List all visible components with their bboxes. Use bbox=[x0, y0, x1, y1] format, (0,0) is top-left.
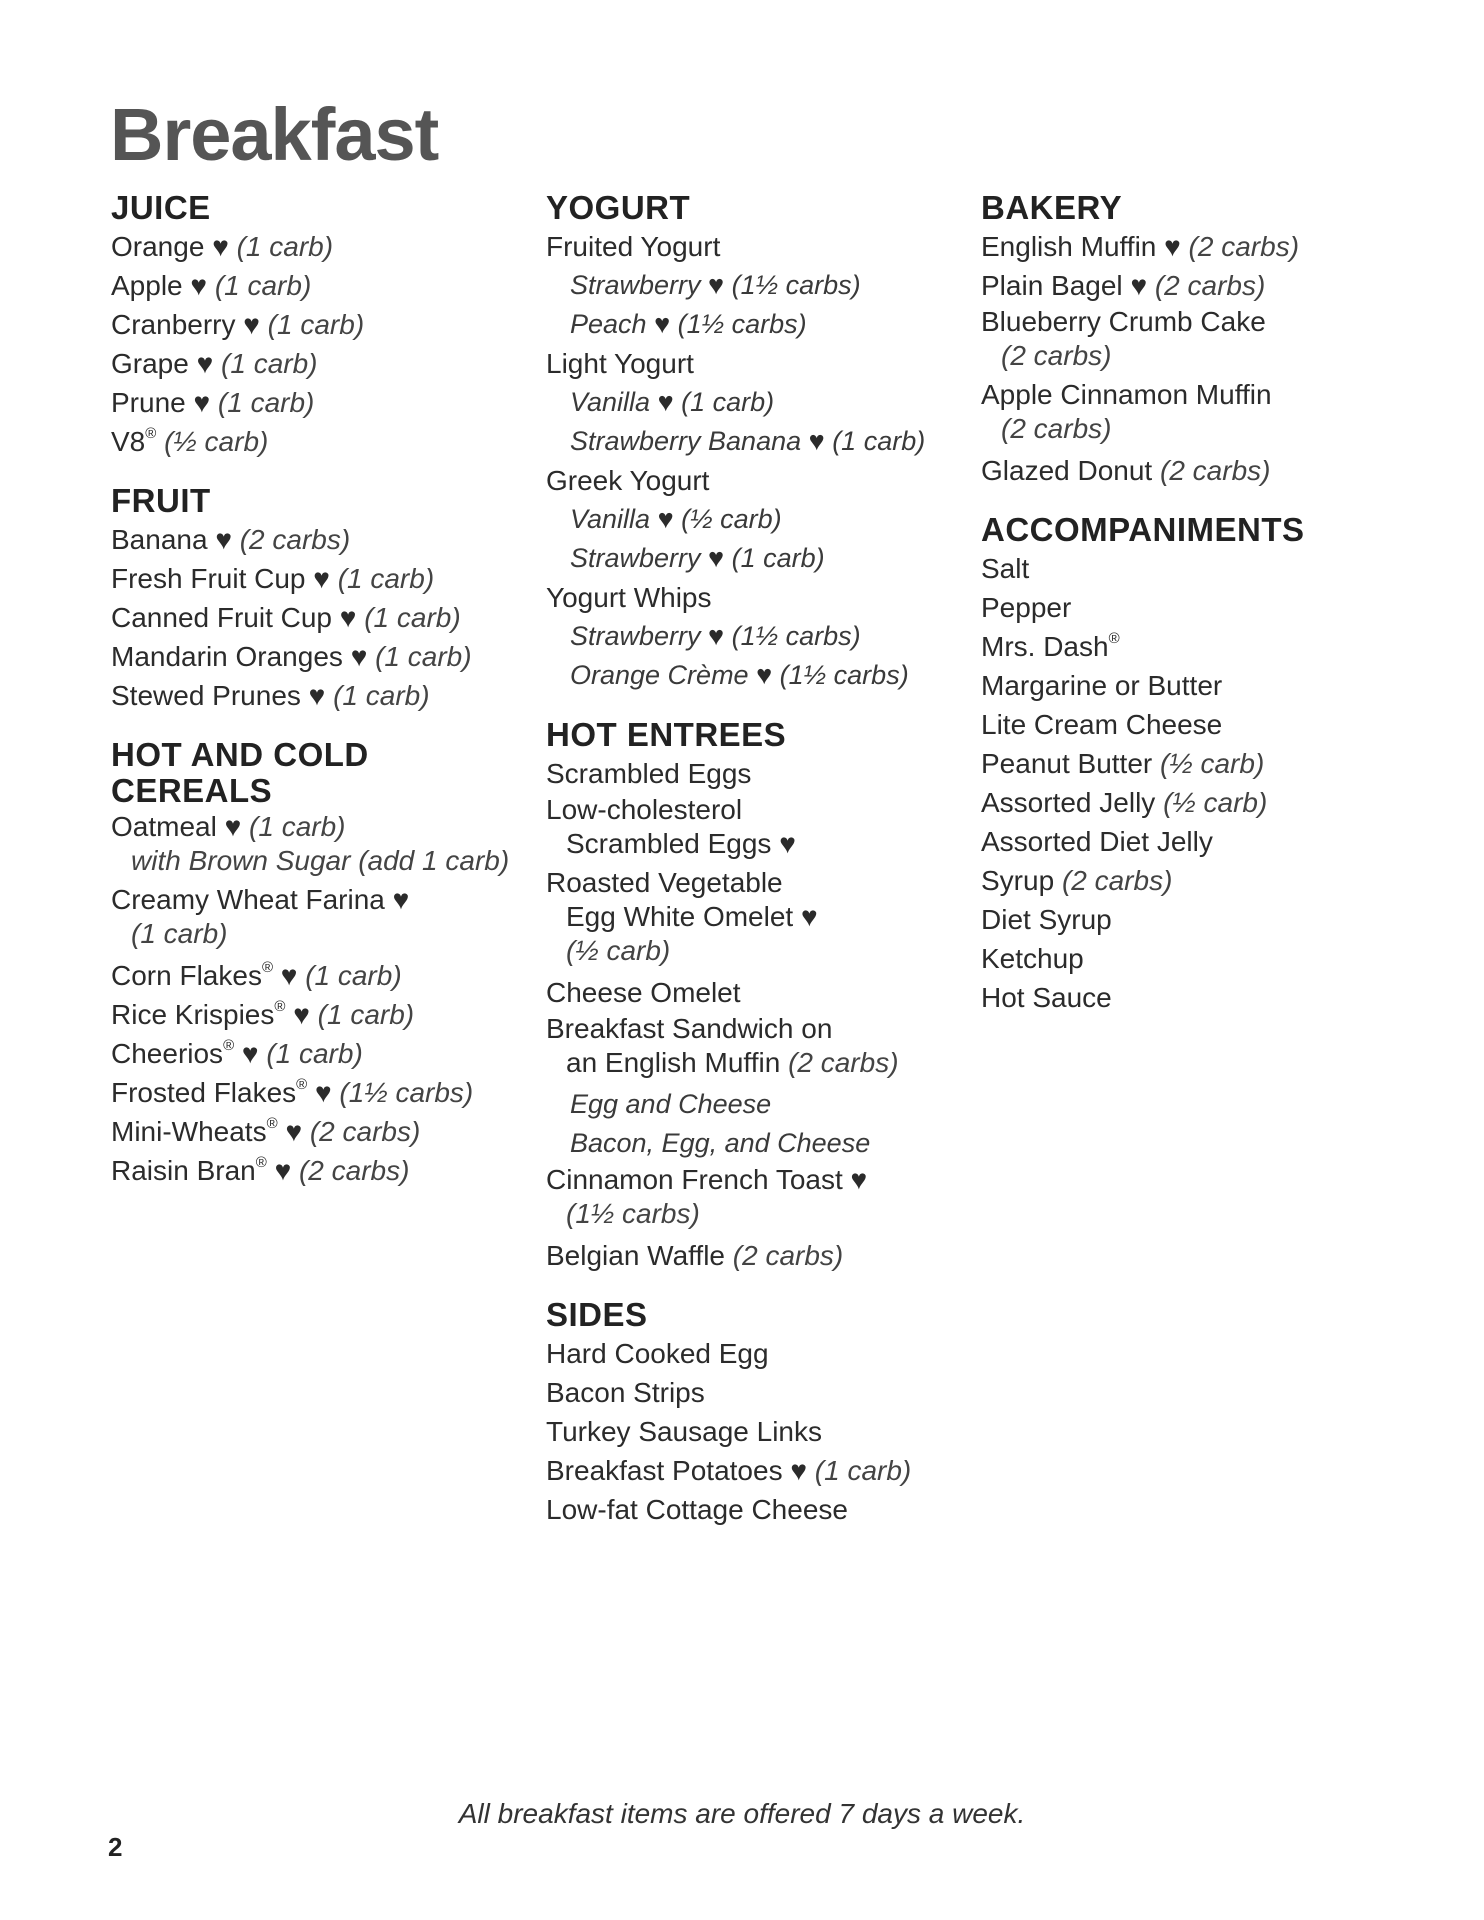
heart-icon: ♥ bbox=[308, 680, 326, 711]
menu-subitem: Strawberry ♥ (1½ carbs) bbox=[570, 621, 861, 651]
menu-item: Mrs. Dash® bbox=[981, 629, 1120, 662]
heart-icon: ♥ bbox=[224, 811, 242, 842]
heart-icon: ♥ bbox=[1164, 231, 1181, 262]
section-heading: ACCOMPANIMENTS bbox=[981, 511, 1305, 548]
section-juice bbox=[111, 190, 531, 461]
menu-subitem: Vanilla ♥ (½ carb) bbox=[570, 504, 782, 534]
menu-item: Creamy Wheat Farina ♥ (1 carb) bbox=[111, 884, 410, 949]
heart-icon: ♥ bbox=[193, 387, 211, 418]
heart-icon: ♥ bbox=[708, 543, 725, 573]
menu-subitem: Vanilla ♥ (1 carb) bbox=[570, 387, 775, 417]
menu-item: Corn Flakes® ♥ (1 carb) bbox=[111, 958, 402, 991]
menu-item: Pepper bbox=[981, 592, 1072, 623]
section-heading: BAKERY bbox=[981, 189, 1123, 226]
menu-item: Salt bbox=[981, 553, 1030, 584]
section-accompaniments bbox=[981, 512, 1421, 1017]
menu-item: Peanut Butter (½ carb) bbox=[981, 748, 1265, 779]
heart-icon: ♥ bbox=[190, 270, 208, 301]
menu-item: Low-cholesterol Scrambled Eggs ♥ bbox=[546, 794, 796, 859]
heart-icon: ♥ bbox=[285, 1116, 303, 1147]
menu-item: Blueberry Crumb Cake (2 carbs) bbox=[981, 306, 1266, 371]
menu-item: Hot Sauce bbox=[981, 982, 1112, 1013]
heart-icon: ♥ bbox=[196, 348, 214, 379]
menu-item: Stewed Prunes ♥ (1 carb) bbox=[111, 680, 430, 711]
menu-subitem: Egg and Cheese bbox=[570, 1089, 772, 1119]
heart-icon: ♥ bbox=[779, 828, 796, 859]
menu-item: Apple Cinnamon Muffin (2 carbs) bbox=[981, 379, 1272, 444]
registered-mark: ® bbox=[223, 1036, 235, 1054]
menu-item: Breakfast Potatoes ♥ (1 carb) bbox=[546, 1455, 912, 1486]
heart-icon: ♥ bbox=[315, 1077, 332, 1108]
heart-icon: ♥ bbox=[850, 1164, 868, 1195]
heart-icon: ♥ bbox=[350, 641, 368, 672]
menu-item: Canned Fruit Cup ♥ (1 carb) bbox=[111, 602, 461, 633]
menu-item: Glazed Donut (2 carbs) bbox=[981, 455, 1271, 486]
section-bakery bbox=[981, 190, 1421, 490]
heart-icon: ♥ bbox=[212, 231, 229, 262]
page-number: 2 bbox=[108, 1832, 123, 1862]
menu-item: Yogurt Whips bbox=[546, 582, 712, 613]
menu-item: Plain Bagel ♥ (2 carbs) bbox=[981, 270, 1266, 301]
menu-item: Oatmeal ♥ (1 carb) with Brown Sugar (add 1 carb) bbox=[111, 811, 510, 876]
heart-icon: ♥ bbox=[293, 999, 310, 1030]
menu-item: Fruited Yogurt bbox=[546, 231, 721, 262]
registered-mark: ® bbox=[274, 997, 286, 1015]
heart-icon: ♥ bbox=[657, 504, 674, 534]
heart-icon: ♥ bbox=[215, 524, 232, 555]
section-cereals bbox=[111, 737, 531, 1190]
menu-item: Cheerios® ♥ (1 carb) bbox=[111, 1036, 363, 1069]
menu-item: Low-fat Cottage Cheese bbox=[546, 1494, 848, 1525]
section-heading: SIDES bbox=[546, 1296, 648, 1333]
menu-item: Fresh Fruit Cup ♥ (1 carb) bbox=[111, 563, 435, 594]
heart-icon: ♥ bbox=[243, 309, 260, 340]
column-left bbox=[111, 190, 531, 1212]
menu-item: Mandarin Oranges ♥ (1 carb) bbox=[111, 641, 472, 672]
menu-subitem: Peach ♥ (1½ carbs) bbox=[570, 309, 807, 339]
menu-item: Rice Krispies® ♥ (1 carb) bbox=[111, 997, 415, 1030]
menu-subitem: Bacon, Egg, and Cheese bbox=[570, 1128, 871, 1158]
menu-item: Raisin Bran® ♥ (2 carbs) bbox=[111, 1153, 410, 1186]
footer-note: All breakfast items are offered 7 days a week. bbox=[458, 1798, 1026, 1829]
menu-item: Bacon Strips bbox=[546, 1377, 705, 1408]
heart-icon: ♥ bbox=[756, 660, 773, 690]
heart-icon: ♥ bbox=[1130, 270, 1148, 301]
section-heading: HOT AND COLD CEREALS bbox=[111, 736, 369, 809]
column-middle bbox=[546, 190, 966, 1551]
registered-mark: ® bbox=[296, 1075, 308, 1093]
menu-item: Margarine or Butter bbox=[981, 670, 1223, 701]
menu-item: Cranberry ♥ (1 carb) bbox=[111, 309, 365, 340]
section-fruit bbox=[111, 483, 531, 715]
menu-item: Turkey Sausage Links bbox=[546, 1416, 822, 1447]
heart-icon: ♥ bbox=[708, 270, 725, 300]
menu-subitem: Strawberry ♥ (1 carb) bbox=[570, 543, 825, 573]
heart-icon: ♥ bbox=[241, 1038, 259, 1069]
menu-item: Roasted Vegetable Egg White Omelet ♥ (½ carb) bbox=[546, 867, 818, 966]
heart-icon: ♥ bbox=[280, 960, 298, 991]
menu-item: Breakfast Sandwich on an English Muffin (2 carbs) bbox=[546, 1013, 899, 1078]
registered-mark: ® bbox=[145, 424, 157, 442]
menu-item: Orange ♥ (1 carb) bbox=[111, 231, 334, 262]
menu-item: Assorted Diet Jelly bbox=[981, 826, 1213, 857]
section-sides bbox=[546, 1297, 966, 1529]
heart-icon: ♥ bbox=[657, 387, 674, 417]
heart-icon: ♥ bbox=[708, 621, 725, 651]
heart-icon: ♥ bbox=[392, 884, 410, 915]
section-heading: JUICE bbox=[111, 189, 211, 226]
menu-item: Ketchup bbox=[981, 943, 1084, 974]
menu-item: Hard Cooked Egg bbox=[546, 1338, 769, 1369]
menu-item: Greek Yogurt bbox=[546, 465, 710, 496]
menu-item: Prune ♥ (1 carb) bbox=[111, 387, 315, 418]
heart-icon: ♥ bbox=[808, 426, 825, 456]
menu-item: Cheese Omelet bbox=[546, 977, 741, 1008]
menu-item: Grape ♥ (1 carb) bbox=[111, 348, 318, 379]
menu-item: English Muffin ♥ (2 carbs) bbox=[981, 231, 1300, 262]
section-heading: FRUIT bbox=[111, 482, 211, 519]
menu-subitem: Strawberry Banana ♥ (1 carb) bbox=[570, 426, 926, 456]
menu-item: Belgian Waffle (2 carbs) bbox=[546, 1240, 844, 1271]
section-hot-entrees bbox=[546, 717, 966, 1275]
registered-mark: ® bbox=[261, 958, 273, 976]
column-right bbox=[981, 190, 1421, 1039]
menu-item: V8® (½ carb) bbox=[111, 424, 269, 457]
menu-item: Apple ♥ (1 carb) bbox=[111, 270, 312, 301]
section-heading: YOGURT bbox=[546, 189, 691, 226]
menu-item: Frosted Flakes® ♥ (1½ carbs) bbox=[111, 1075, 474, 1108]
menu-item: Scrambled Eggs bbox=[546, 758, 752, 789]
menu-item: Syrup (2 carbs) bbox=[981, 865, 1173, 896]
section-yogurt bbox=[546, 190, 966, 695]
heart-icon: ♥ bbox=[313, 563, 330, 594]
heart-icon: ♥ bbox=[800, 901, 818, 932]
menu-item: Mini-Wheats® ♥ (2 carbs) bbox=[111, 1114, 421, 1147]
menu-item: Lite Cream Cheese bbox=[981, 709, 1223, 740]
registered-mark: ® bbox=[266, 1114, 278, 1132]
page-title: Breakfast bbox=[110, 93, 439, 176]
menu-item: Assorted Jelly (½ carb) bbox=[981, 787, 1268, 818]
heart-icon: ♥ bbox=[274, 1155, 292, 1186]
heart-icon: ♥ bbox=[654, 309, 671, 339]
registered-mark: ® bbox=[255, 1153, 267, 1171]
heart-icon: ♥ bbox=[790, 1455, 807, 1486]
registered-mark: ® bbox=[1108, 629, 1120, 647]
menu-item: Light Yogurt bbox=[546, 348, 694, 379]
menu-subitem: Orange Crème ♥ (1½ carbs) bbox=[570, 660, 909, 690]
menu-subitem: Strawberry ♥ (1½ carbs) bbox=[570, 270, 861, 300]
section-heading: HOT ENTREES bbox=[546, 716, 787, 753]
menu-item: Banana ♥ (2 carbs) bbox=[111, 524, 351, 555]
menu-item: Diet Syrup bbox=[981, 904, 1112, 935]
heart-icon: ♥ bbox=[339, 602, 357, 633]
menu-item: Cinnamon French Toast ♥ (1½ carbs) bbox=[546, 1164, 868, 1229]
